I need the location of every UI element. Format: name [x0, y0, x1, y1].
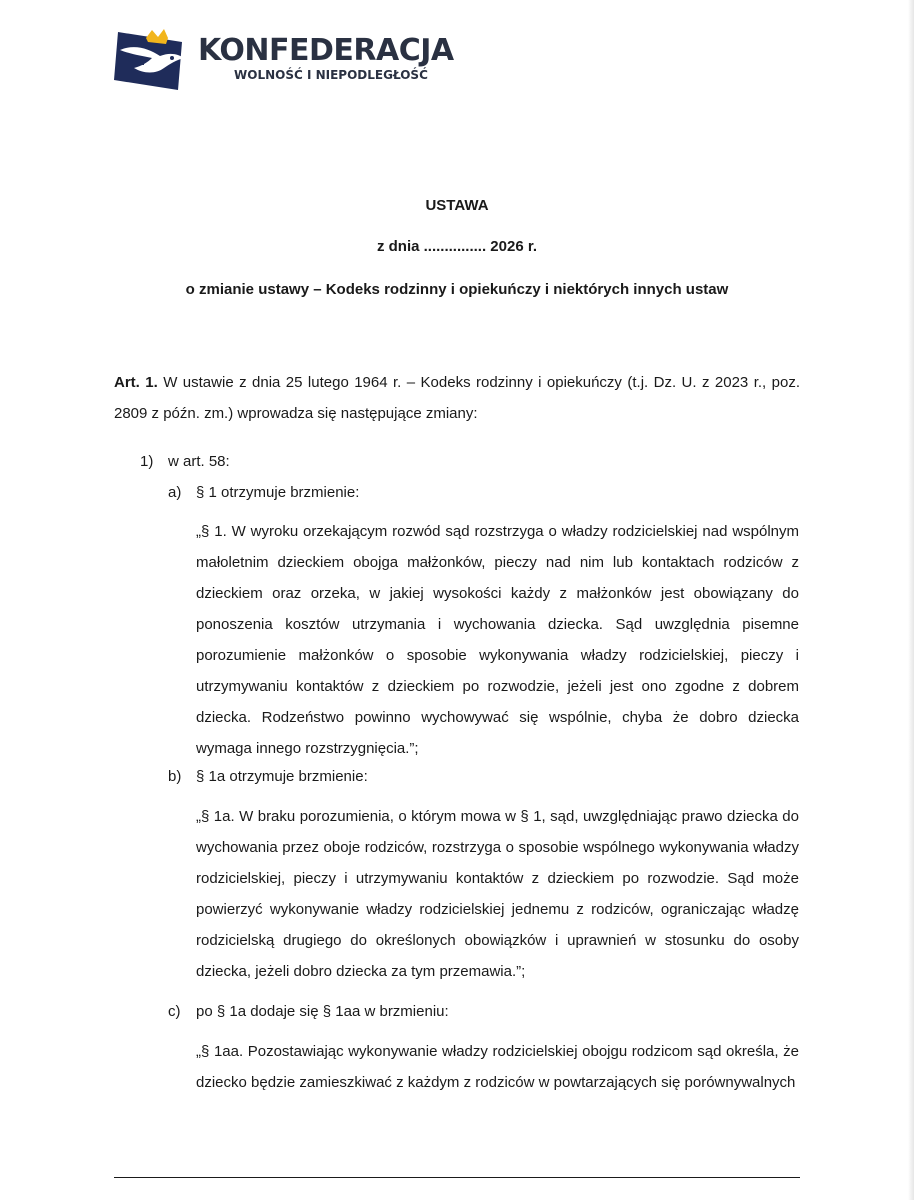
article-1 — [114, 367, 800, 429]
subpoint-a — [168, 483, 359, 503]
party-logo — [112, 28, 452, 92]
document-subject: o zmianie ustawy – Kodeks rodzinny i opiekuńczy i niektórych innych ustaw — [185, 281, 729, 298]
logo-subtitle: WOLNOŚĆ I NIEPODLEGŁOŚĆ — [234, 68, 428, 82]
subpoint-text: po § 1a dodaje się § 1aa w brzmieniu: — [196, 1003, 449, 1020]
subpoint-b — [168, 767, 368, 787]
footnote-separator — [114, 1177, 800, 1178]
subpoint-text: § 1 otrzymuje brzmienie: — [196, 484, 360, 501]
quote-paragraph-1: „§ 1. W wyroku orzekającym rozwód sąd rozstrzyga o władzy rodzicielskiej nad wspólnym małoletnim dzieckiem obojga małżonków, pieczy nad nim lub kontaktach rodziców z dzieckiem oraz orzeka, w jakiej wysokości każdy z małżonków jest obowiązany do ponoszenia kosztów utrzymania i wychowania dziecka. Sąd uwzględnia pisemne porozumienie małżonków o sposobie wykonywania władzy rodzicielskiej, pieczy i utrzymywaniu kontaktów z dzieckiem po rozwodzie, jeżeli jest ono zgodne z dobrem dziecka. Rodzeństwo powinno wychowywać się wspólnie, chyba że dobro dziecka wymaga innego rozstrzygnięcia.”; — [196, 523, 799, 757]
quote-paragraph-1aa: „§ 1aa. Pozostawiając wykonywanie władzy rodzicielskiej obojgu rodzicom sąd określa, że dziecko będzie zamieszkiwać z każdym z rodziców w powtarzających się porównywalnych — [196, 1043, 799, 1091]
subpoint-text: § 1a otrzymuje brzmienie: — [196, 768, 368, 785]
subpoint-letter: a) — [168, 484, 182, 501]
article-label: Art. 1. — [114, 374, 158, 391]
point-1 — [140, 452, 230, 472]
subpoint-letter: b) — [168, 768, 182, 785]
document-title: USTAWA — [425, 197, 489, 214]
quote-paragraph-1a: „§ 1a. W braku porozumienia, o którym mowa w § 1, sąd, uwzględniając prawo dziecka do wychowania przez oboje rodziców, rozstrzyga o sposobie wspólnego wykonywania władzy rodzicielskiej, pieczy i utrzymywaniu kontaktów z dzieckiem po rozwodzie. Sąd może powierzyć wykonywanie władzy rodzicielskiej jednemu z rodziców, ograniczając władzę rodzicielską drugiego do określonych obowiązków i uprawnień w stosunku do osoby dziecka, jeżeli dobro dziecka za tym przemawia.”; — [196, 808, 799, 980]
subpoint-letter: c) — [168, 1003, 181, 1020]
point-number: 1) — [140, 453, 154, 470]
page-edge-shadow — [908, 0, 914, 1200]
document-date: z dnia ............... 2026 r. — [376, 238, 538, 255]
logo-name: KONFEDERACJA — [198, 33, 454, 68]
point-text: w art. 58: — [168, 453, 230, 470]
article-text: W ustawie z dnia 25 lutego 1964 r. – Kodeks rodzinny i opiekuńczy (t.j. Dz. U. z 2023 r., poz. 2809 z późn. zm.) wprowadza się następujące zmiany: — [114, 374, 800, 422]
subpoint-c — [168, 1002, 449, 1022]
eagle-crown-icon — [112, 28, 190, 90]
